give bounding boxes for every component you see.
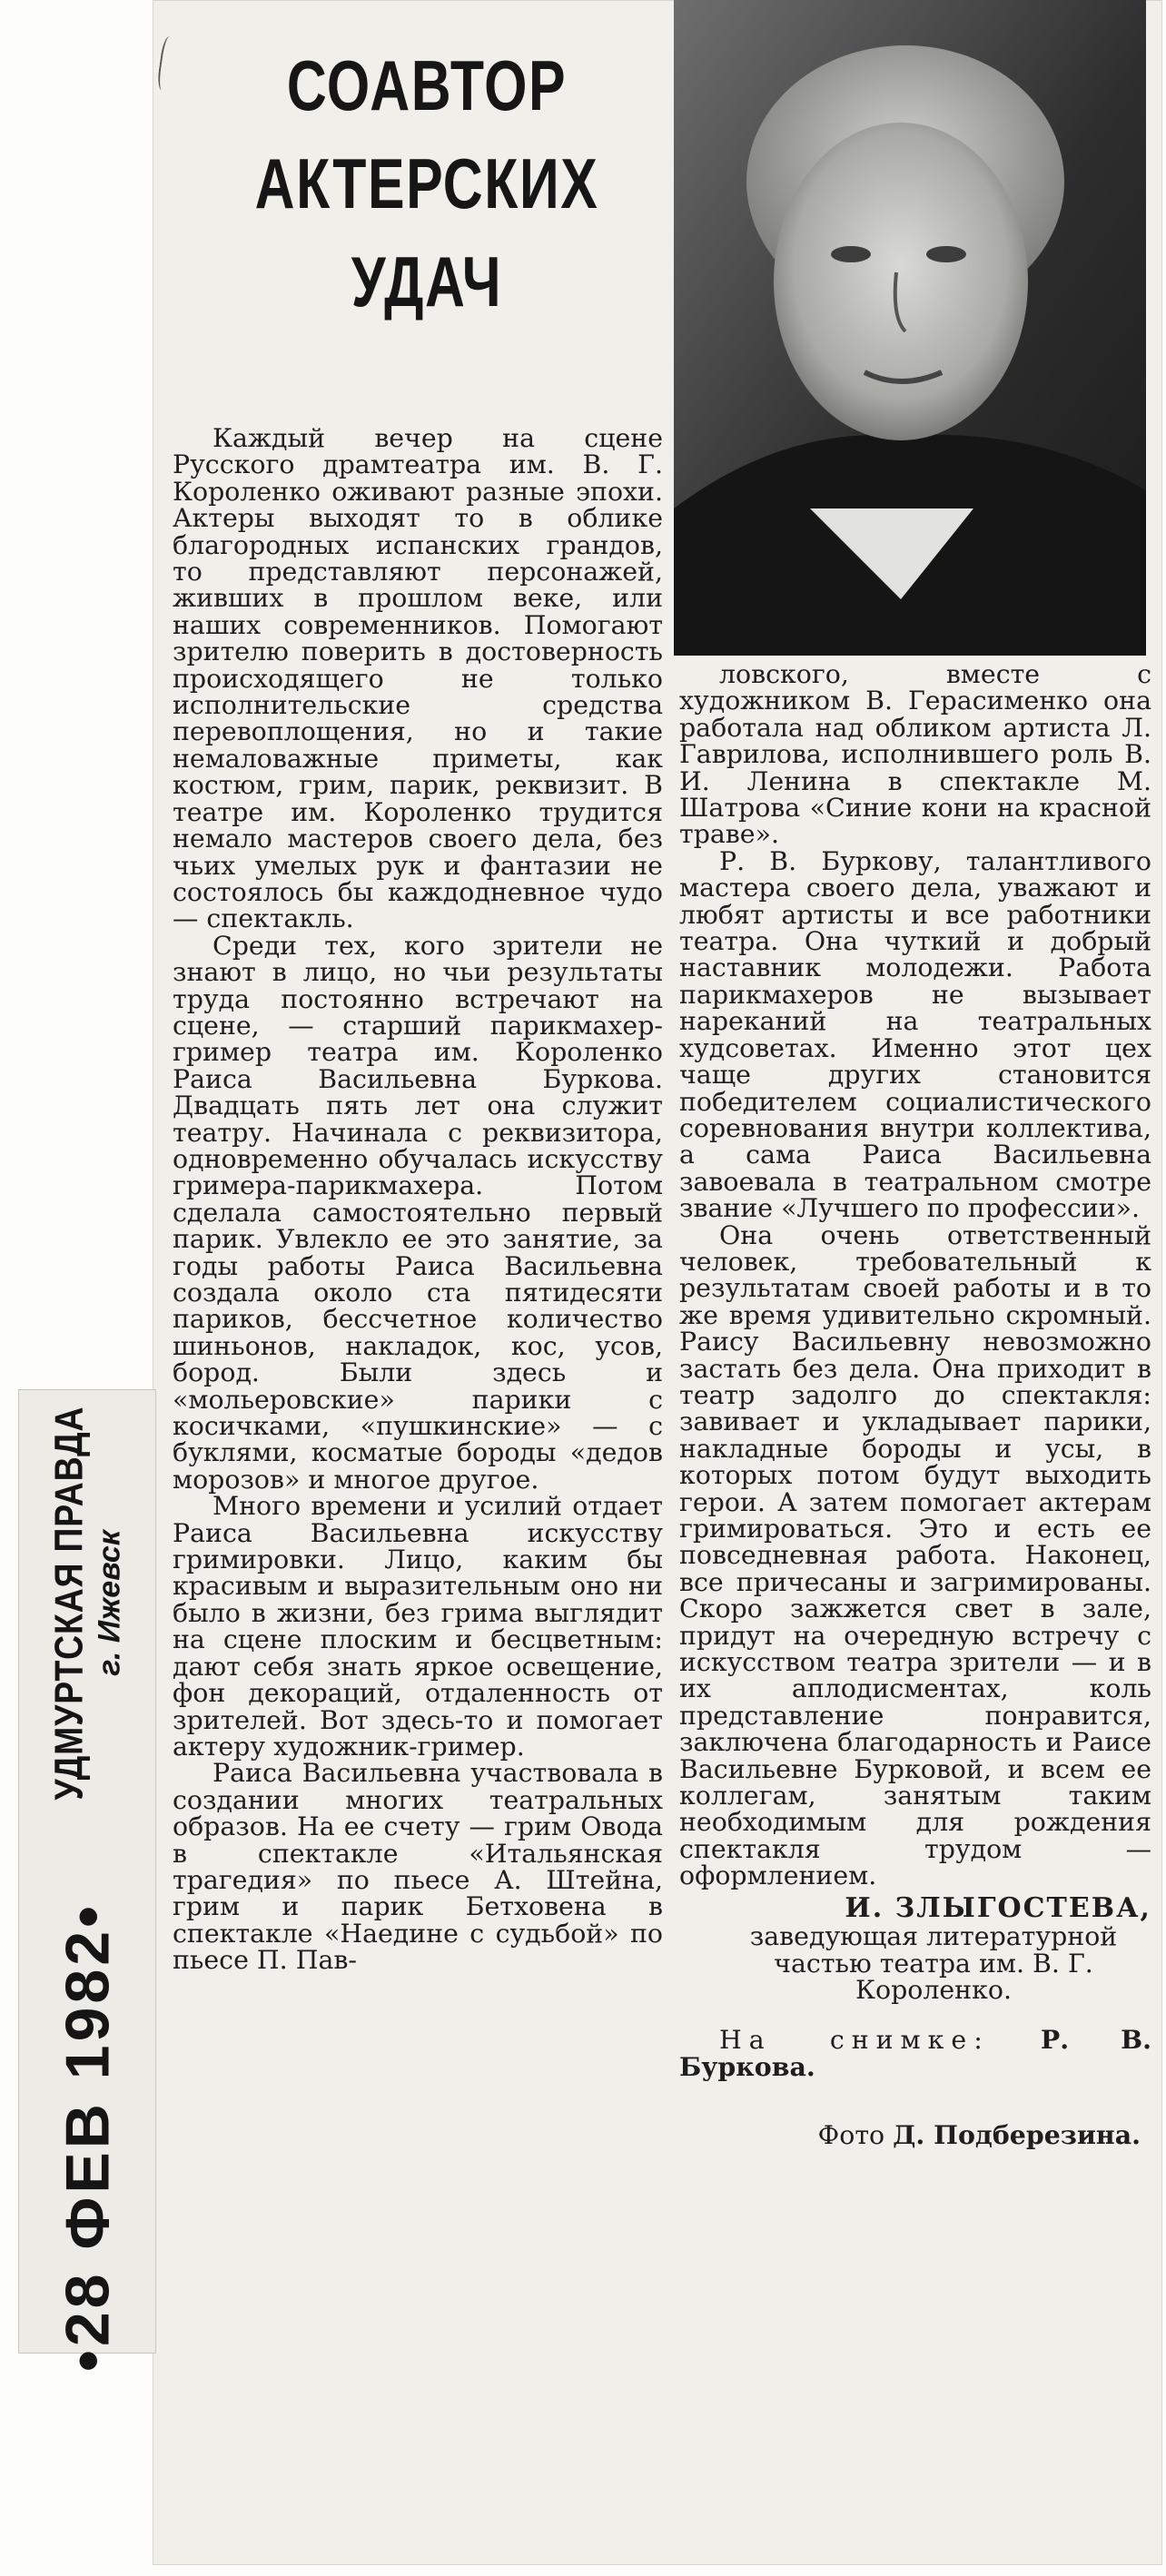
caption-prefix: На снимке:	[719, 2025, 990, 2056]
article-paragraph: Раиса Васильевна участвовала в создании многих театральных образов. На ее счету — грим Овода в спектакле «Итальянская трагедия» по пьесе А. Штейна, грим и парик Бетховена в спектакле «Наедине с судьбой» по пьесе П. Пав-	[173, 1758, 663, 1976]
stamp-newspaper-block	[47, 1371, 128, 1835]
article-paragraph: Много времени и усилий отдает Раиса Васильевна искусству гримировки. Лицо, каким бы красивым и выразительным оно ни было в жизни, без грима выглядит на сцене плоским и бесцветным: дают себя знать яркое освещение, фон декораций, отдаленность от зрителей. Вот здесь-то и помогает актеру художник-гример.	[173, 1491, 663, 1762]
stamp-newspaper-name: УДМУРТСКАЯ ПРАВДА	[46, 1406, 92, 1801]
stamp-date: •28 ФЕВ 1982•	[53, 1902, 122, 2372]
photo-caption	[679, 2024, 1152, 2082]
author-title: заведующая литературной частью театра им. В. Г. Короленко.	[749, 1921, 1118, 2005]
author-credit	[679, 1891, 1151, 2005]
author-name: И. ЗЛЫГОСТЕВА,	[845, 1891, 1151, 1924]
archive-stamp	[18, 1389, 156, 2372]
portrait-photo	[674, 0, 1146, 656]
headline-line: СОАВТОР	[286, 45, 568, 125]
article-paragraph: Среди тех, кого зрители не знают в лицо, но чьи результаты труда постоянно встречают на сцене, — старший парикмахер-гример театра им. Короленко Раиса Васильевна Буркова. Двадцать пять лет она служит театру. Начинала с реквизитора, одновременно обучалась искусству гримера-парикмахера. Потом сделала самостоятельно первый парик. Увлекло ее это занятие, за годы работы Раиса Васильевна создала около ста пятидесяти париков, бессчетное количество шиньонов, накладок, кос, усов, бород. Были здесь и «мольеровские» парики с косичками, «пушкинские» — с буклями, косматые бороды «дедов морозов» и многое другое.	[173, 930, 663, 1495]
article-paragraph: Р. В. Буркову, талантливого мастера своего дела, уважают и любят артисты и все работники театра. Она чуткий и добрый наставник молодежи. Работа парикмахеров не вызывает нареканий на театральных худсоветах. Именно этот цех чаще других становится победителем социалистического соревнования внутри коллектива, а сама Раиса Васильевна завоевала в театральном смотре звание «Лучшего по профессии».	[679, 845, 1151, 1224]
article-paragraph: ловского, вместе с художником В. Герасименко она работала над обликом артиста Л. Гаврилова, исполнившего роль В. И. Ленина в спектакле М. Шатрова «Синие кони на красной траве».	[679, 659, 1151, 850]
headline-line: УДАЧ	[351, 242, 503, 321]
stamp-city: г. Ижевск	[92, 1529, 127, 1676]
photo-credit	[679, 2119, 1151, 2151]
article-paragraph: Она очень ответственный человек, требовательный к результатам своей работы и в то же время удивительно скромный. Раису Васильевну невозможно застать без дела. Она приходит в театр задолго до спектакля: завивает и укладывает парики, накладные бороды и усы, в которых потом будут выходить герои. А затем помогает актерам гримироваться. Это и есть ее повседневная работа. Наконец, все причесаны и загримированы. Скоро зажжется свет в зале, придут на очередную встречу с искусством театра зрители — и в их аплодисментах, коль представление понравится, заключена благодарность и Раисе Васильевне Бурковой, и всем ее коллегам, занятым таким необходимым для рождения спектакля трудом — оформлением.	[679, 1219, 1151, 1891]
headline-line: АКТЕРСКИХ	[254, 143, 599, 223]
article-paragraph: Каждый вечер на сцене Русского драмтеатра им. В. Г. Короленко оживают разные эпохи. Актеры выходят то в облике благородных испанских грандов, то представляют персонажей, живших в прошлом веке, или наших современников. Помогают зрителю поверить в достоверность происходящего не только исполнительские средства перевоплощения, но и такие немаловажные приметы, как костюм, грим, парик, реквизит. В театре им. Короленко трудится немало мастеров своего дела, без чьих умелых рук и фантазии не состоялось бы каждодневное чудо — спектакль.	[173, 423, 663, 934]
headline	[235, 36, 618, 331]
photo-credit-label: Фото	[817, 2120, 885, 2151]
article-left-column	[173, 425, 663, 1974]
article-right-column	[679, 661, 1151, 2149]
caption-subject: Р. В. Буркова.	[679, 2024, 1152, 2082]
photo-credit-name: Д. Подберезина.	[893, 2119, 1141, 2151]
